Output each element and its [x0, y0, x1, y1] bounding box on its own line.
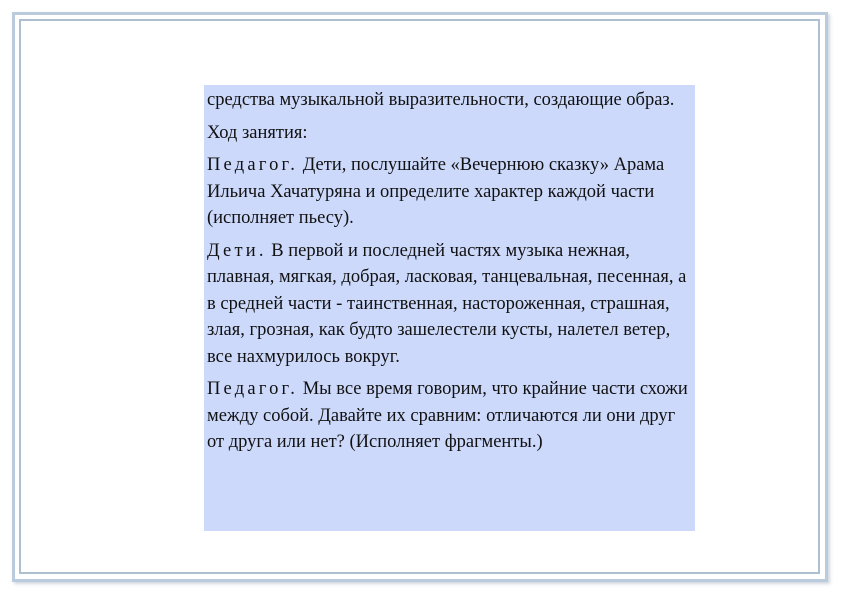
paragraph-text: Ход занятия: — [207, 122, 308, 143]
paragraph-lesson-heading — [207, 120, 691, 147]
paragraph-teacher-2 — [207, 376, 691, 456]
paragraph-teacher-1 — [207, 152, 691, 232]
speaker-label: Дети. — [207, 240, 267, 261]
paragraph-children — [207, 238, 691, 371]
paragraph-text: Мы все время говорим, что крайние части схожи между собой. Давайте их сравним: отличаются ли они друг от друга или нет? (Исполняет фрагменты.) — [207, 379, 688, 452]
paragraph-text: В первой и последней частях музыка нежная, плавная, мягкая, добрая, ласковая, танцевальная, песенная, а в средней части - таинственная, настороженная, страшная, злая, грозная, как будто зашелестели кусты, налетел ветер, все нахмурилось вокруг. — [207, 240, 687, 367]
paragraph-text: средства музыкальной выразительности, создающие образ. — [207, 90, 675, 110]
speaker-label: Педагог. — [207, 379, 299, 399]
paragraph-text: Дети, послушайте «Вечернюю сказку» Арама Ильича Хачатуряна и определите характер каждой части (исполняет пьесу). — [207, 155, 665, 228]
speaker-label: Педагог. — [207, 155, 299, 175]
paragraph-intro — [207, 87, 691, 114]
text-box — [204, 85, 695, 531]
